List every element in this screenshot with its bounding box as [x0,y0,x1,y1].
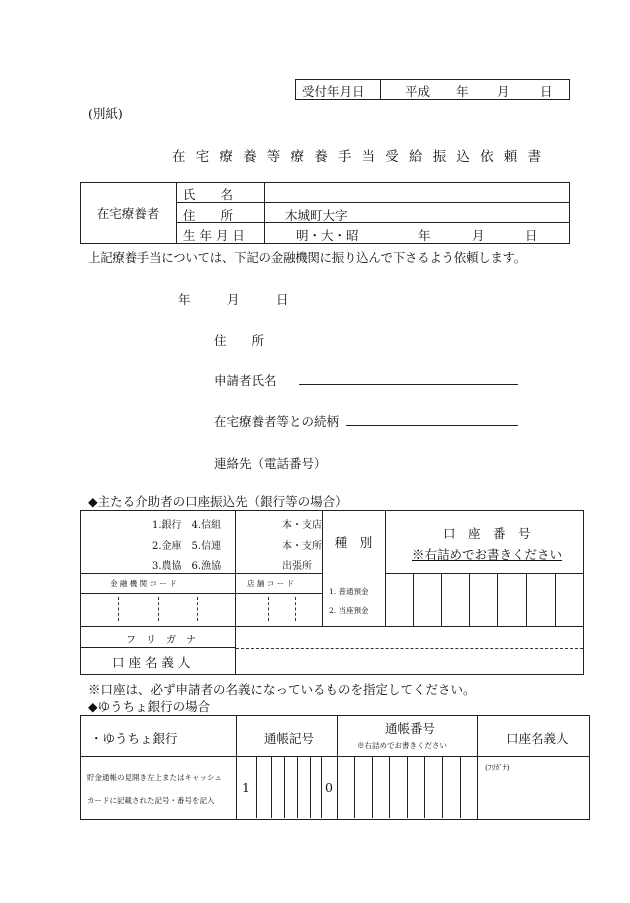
yucho-heading: ◆ゆうちょ銀行の場合 [88,699,211,714]
patient-row1 [176,202,570,203]
code-first-digit: 1 [242,780,250,795]
branch-type-1: 本・支店 [282,520,322,531]
patient-birth-month: 月 [472,228,485,243]
applicant-name-line[interactable] [299,384,518,385]
request-text: 上記療養手当については、下記の金融機関に振り込んで下さるよう依頼します。 [88,250,526,265]
bank-heading: ◆主たる介助者の口座振込先（銀行等の場合） [88,494,348,509]
contact-label: 連絡先（電話番号） [214,456,327,471]
bank-vline-c [385,510,386,626]
branch-type-3: 出張所 [282,561,312,572]
code-cell-5[interactable] [310,756,311,818]
bank-dash-holder [236,648,583,649]
account-type-label: 種 別 [334,534,373,550]
relation-line[interactable] [346,425,518,426]
account-type-2[interactable]: 2. 当座預金 [329,606,369,615]
branch-type-2: 本・支所 [282,541,322,552]
branch-code-box-2[interactable] [295,597,296,621]
num-cell-5[interactable] [424,756,425,818]
num-cell-2[interactable] [372,756,373,818]
account-number-note: ※右詰めでお書きください [412,547,563,562]
patient-birth-day: 日 [525,228,538,243]
code-cell-1[interactable] [256,756,257,818]
instruction-line-1: 貯金通帳の見開き左上またはキャッシュ [87,773,222,782]
branch-code-box-1[interactable] [268,597,269,621]
bank-hline-1 [80,573,322,574]
patient-era-options[interactable]: 明・大・昭 [296,228,359,243]
acct-digit-2[interactable] [441,573,442,626]
patient-row2 [176,222,570,223]
inst-type-3: 3.農協 6.漁協 [152,561,222,572]
patient-name-label: 氏 名 [183,187,234,202]
yucho-bank-label: ・ゆうちょ銀行 [90,731,178,746]
page-title: 在宅療養等療養手当受給振込依頼書 [172,149,552,165]
date-month: 月 [227,292,240,307]
receipt-divider [380,79,381,100]
inst-code-box-2[interactable] [158,597,159,621]
account-type-1[interactable]: 1. 普通預金 [329,587,369,596]
attachment-label: (別紙) [88,106,123,121]
branch-code-label: 店 舗 コ ー ド [247,579,295,588]
patient-birth-label: 生 年 月 日 [183,228,245,243]
receipt-label: 受付年月日 [302,84,365,99]
num-cell-7[interactable] [460,756,461,818]
receipt-day: 日 [540,84,553,99]
bank-hline-3 [80,626,584,627]
applicant-name-label: 申請者氏名 [214,373,277,388]
acct-digit-4[interactable] [497,573,498,626]
code-cell-4[interactable] [297,756,298,818]
code-cell-2[interactable] [271,756,272,818]
holder-label: 口 座 名 義 人 [112,655,191,670]
account-number-label: 口 座 番 号 [443,526,531,541]
yucho-holder-label: 口座名義人 [506,731,569,746]
code-cell-3[interactable] [284,756,285,818]
patient-col1 [176,182,177,244]
patient-address-value[interactable]: 木城町大字 [285,208,348,223]
passbook-number-note: ※右詰めでお書きください [357,741,447,750]
inst-type-1: 1.銀行 4.信組 [152,520,222,531]
acct-digit-1[interactable] [413,573,414,626]
acct-digit-6[interactable] [555,573,556,626]
patient-birth-year: 年 [418,228,431,243]
inst-code-box-3[interactable] [197,597,198,621]
inst-type-2: 2.金庫 5.信連 [152,541,222,552]
receipt-era: 平成 [405,84,431,99]
furigana-label: フ リ ガ ナ [126,635,196,646]
num-cell-4[interactable] [407,756,408,818]
account-note: ※口座は、必ず申請者の名義になっているものを指定してください。 [88,682,476,697]
acct-digit-5[interactable] [526,573,527,626]
relation-label: 在宅療養者等との続柄 [214,414,340,429]
patient-label: 在宅療養者 [96,206,160,221]
code-last-digit: 0 [325,780,333,795]
num-cell-6[interactable] [442,756,443,818]
applicant-address-label: 住 所 [214,333,265,348]
yucho-vline-b [337,715,338,820]
instruction-line-2: カードに記載された記号・番号を記入 [87,796,215,805]
receipt-month: 月 [497,84,510,99]
num-cell-1[interactable] [354,756,355,818]
code-sep [80,593,322,594]
yucho-furigana: (ﾌﾘｶﾞﾅ) [485,763,510,772]
bank-hline-4 [80,647,236,648]
inst-code-box-1[interactable] [118,597,119,621]
date-year: 年 [178,292,191,307]
inst-code-label: 金 融 機 関 コ ー ド [110,579,177,588]
date-day: 日 [276,292,289,307]
yucho-vline-a [236,715,237,820]
passbook-code-label: 通帳記号 [264,731,315,746]
receipt-year: 年 [456,84,469,99]
code-cell-6[interactable] [321,756,322,818]
passbook-number-label: 通帳番号 [385,721,436,736]
patient-address-label: 住 所 [183,208,234,223]
yucho-hline [80,756,590,757]
num-cell-3[interactable] [389,756,390,818]
patient-col2 [264,182,265,244]
acct-digit-3[interactable] [469,573,470,626]
yucho-vline-c [477,715,478,820]
